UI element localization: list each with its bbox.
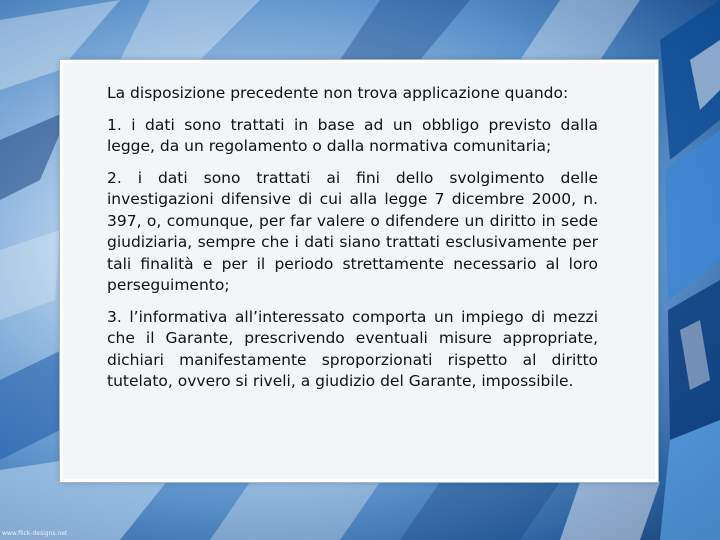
point-2-paragraph: 2. i dati sono trattati ai fini dello svolgimento delle investigazioni difensive di cui alla legge 7 dicembre 2000, n. 397, o, comunque, per far valere o difendere un diritto in sede giudiziaria, sempre che i dati siano trattati esclusivamente per tali finalità e per il periodo strettamente necessario al loro perseguimento; bbox=[107, 168, 598, 294]
point-1-paragraph: 1. i dati sono trattati in base ad un obbligo previsto dalla legge, da un regolamento o dalla normativa comunitaria; bbox=[107, 115, 598, 155]
slide-text bbox=[107, 83, 598, 403]
intro-paragraph: La disposizione precedente non trova applicazione quando: bbox=[107, 84, 569, 102]
point-3-paragraph: 3. l’informativa all’interessato comporta un impiego di mezzi che il Garante, prescrivendo eventuali misure appropriate, dichiari manifestamente sproporzionati rispetto al diritto tutelato, ovvero si riveli, a giudizio del Garante, impossibile. bbox=[107, 307, 598, 390]
watermark: www.flick-designs.net bbox=[2, 530, 68, 537]
text-card bbox=[60, 60, 658, 482]
